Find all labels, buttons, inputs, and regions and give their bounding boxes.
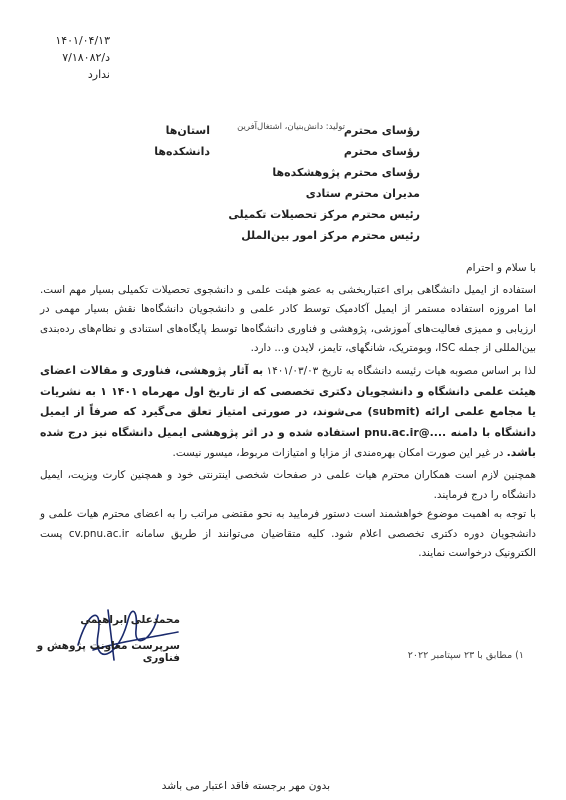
recipient-title-2: رؤسای محترم [343,145,420,158]
paragraph-2-intro: لذا بر اساس مصوبه هیات رئیسه دانشگاه به تاریخ ۱۴۰۱/۰۳/۰۳ [266,364,536,377]
signatory-title: سرپرست معاونت پژوهش و فناوری [36,640,180,664]
recipient-suffix-1: استان‌ها [165,124,210,137]
letter-body [40,259,536,564]
recipient-line-2 [180,141,420,162]
recipient-note: تولید: دانش‌بنیان، اشتغال‌آفرین [237,122,345,132]
letter-number: د/۷/۱۸۰۸۲ [62,51,110,64]
recipient-line-1 [180,120,420,141]
paragraph-2-tail: در غیر این صورت امکان بهره‌مندی از مزایا و امتیازات مربوط، میسور نیست. [172,447,504,460]
recipient-line-4: مدیران محترم ستادی [305,187,420,200]
paragraph-2-emphasis: به آثار پژوهشی، فناوری و مقالات اعضای هیئت علمی دانشگاه و دانشجویان دکتری تخصصی که از تاریخ اول مهرماه ۱۴۰۱ ۱ به نشریات یا مجامع علمی ارائه (submit) می‌شوند، در صورتی امتیاز تعلق می‌گیرد که صرفاً از ایمیل دانشگاه با دامنه ....@pnu.ac.ir استفاده شده و در اثر پژوهشی ایمیل دانشگاه نیز درج شده باشد. [40,363,537,460]
recipient-title-1: رؤسای محترم [343,124,420,137]
recipient-line-3: رؤسای محترم پژوهشکده‌ها [272,166,420,179]
paragraph-3: همچنین لازم است همکاران محترم هیات علمی در صفحات شخصی اینترنتی خود و همچنین کارت ویزیت، ایمیل دانشگاه را درج فرمایند. [40,468,536,501]
recipient-line-5: رئیس محترم مرکز تحصیلات تکمیلی [228,208,420,221]
letter-meta [30,32,110,83]
recipient-line-6: رئیس محترم مرکز امور بین‌الملل [241,229,420,242]
signatory-name: محمدعلی ابراهیمی [80,614,180,626]
paragraph-2 [40,361,536,464]
footnote: ۱) مطابق با ۲۳ سپتامبر ۲۰۲۲ [407,650,524,661]
recipients-block [180,120,420,246]
recipient-suffix-2: دانشکده‌ها [154,145,210,158]
letter-date: ۱۴۰۱/۰۴/۱۳ [55,34,110,47]
footer-disclaimer: بدون مهر برجسته فاقد اعتبار می باشد [161,780,330,792]
letter-attachment: ندارد [87,68,110,81]
paragraph-4: با توجه به اهمیت موضوع خواهشمند است دستور فرمایید به نحو مقتضی مراتب را به اعضای محترم هیات علمی و دانشجویان دوره دکتری تخصصی اعلام شود. کلیه متقاضیان می‌توانند از طریق سامانه cv.pnu.ac.ir پست الکترونیک درخواست نمایند. [40,508,536,560]
greeting: با سلام و احترام [466,262,536,274]
paragraph-1: استفاده از ایمیل دانشگاهی برای اعتباربخشی به عضو هیئت علمی و دانشجوی تحصیلات تکمیلی بسیار مهم است. اما امروزه استفاده مستمر از ایمیل آکادمیک توسط کادر علمی و دانشجویان دانشگاه‌ها نقش بسیار مهمی در ارزیابی و ممیزی فعالیت‌های آموزشی، پژوهشی و فناوری دانشگاه‌ها توسط پایگاه‌های استنادی و نظام‌های رده‌بندی بین‌المللی از جمله ISC، وبومتریک، شانگهای، تایمز، لایدن و... دارد. [40,283,536,355]
